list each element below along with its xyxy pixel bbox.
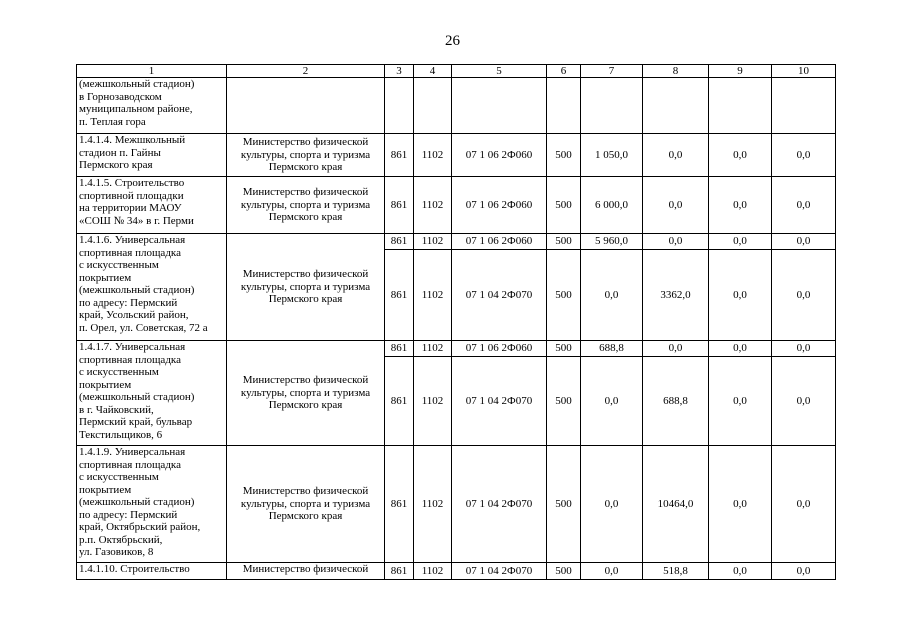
value-cell-col10: 0,0: [772, 446, 836, 563]
table-header-row: [77, 65, 836, 78]
value-cell-col6: 500: [547, 563, 581, 580]
value-cell-col10: 0,0: [772, 341, 836, 357]
value-cell-col5: 07 1 06 2Ф060: [452, 341, 547, 357]
value-cell-col9: 0,0: [709, 134, 772, 177]
value-cell-col4: 1102: [414, 134, 452, 177]
value-cell-col10: 0,0: [772, 134, 836, 177]
value-cell-col8: 0,0: [643, 234, 709, 250]
value-cell-col9: 0,0: [709, 177, 772, 234]
value-cell-col9: [709, 78, 772, 134]
table-row: [77, 177, 836, 234]
value-cell-col3: [385, 78, 414, 134]
value-cell-col3: 861: [385, 446, 414, 563]
column-header: 8: [643, 65, 709, 78]
value-cell-col8: 688,8: [643, 357, 709, 446]
organization-cell: Министерство физической культуры, спорта и туризма Пермского края: [227, 234, 385, 341]
value-cell-col5: 07 1 06 2Ф060: [452, 177, 547, 234]
value-cell-col4: 1102: [414, 177, 452, 234]
table-row: [77, 78, 836, 134]
value-cell-col8: 10464,0: [643, 446, 709, 563]
table-row: [77, 234, 836, 250]
value-cell-col4: 1102: [414, 357, 452, 446]
value-cell-col9: 0,0: [709, 234, 772, 250]
value-cell-col6: 500: [547, 177, 581, 234]
value-cell-col3: 861: [385, 250, 414, 341]
column-header: 3: [385, 65, 414, 78]
value-cell-col10: [772, 78, 836, 134]
value-cell-col5: 07 1 06 2Ф060: [452, 234, 547, 250]
value-cell-col4: 1102: [414, 446, 452, 563]
value-cell-col3: 861: [385, 357, 414, 446]
value-cell-col7: 0,0: [581, 250, 643, 341]
value-cell-col8: [643, 78, 709, 134]
organization-cell: Министерство физической культуры, спорта и туризма Пермского края: [227, 341, 385, 446]
organization-cell: Министерство физической культуры, спорта и туризма Пермского края: [227, 177, 385, 234]
column-header: 9: [709, 65, 772, 78]
value-cell-col7: [581, 78, 643, 134]
value-cell-col10: 0,0: [772, 250, 836, 341]
value-cell-col6: 500: [547, 134, 581, 177]
value-cell-col5: [452, 78, 547, 134]
value-cell-col4: 1102: [414, 341, 452, 357]
value-cell-col4: 1102: [414, 563, 452, 580]
value-cell-col10: 0,0: [772, 234, 836, 250]
organization-cell: Министерство физической: [227, 563, 385, 580]
value-cell-col7: 0,0: [581, 357, 643, 446]
column-header: 1: [77, 65, 227, 78]
value-cell-col10: 0,0: [772, 563, 836, 580]
value-cell-col7: 6 000,0: [581, 177, 643, 234]
item-name-cell: 1.4.1.10. Строительство: [77, 563, 227, 580]
value-cell-col8: 3362,0: [643, 250, 709, 341]
value-cell-col3: 861: [385, 234, 414, 250]
value-cell-col3: 861: [385, 134, 414, 177]
item-name-cell: 1.4.1.4. Межшкольный стадион п. Гайны Пермского края: [77, 134, 227, 177]
organization-cell: Министерство физической культуры, спорта и туризма Пермского края: [227, 446, 385, 563]
table-row: [77, 134, 836, 177]
value-cell-col8: 518,8: [643, 563, 709, 580]
page-number: 26: [445, 33, 460, 49]
value-cell-col6: 500: [547, 250, 581, 341]
value-cell-col9: 0,0: [709, 563, 772, 580]
value-cell-col4: 1102: [414, 234, 452, 250]
value-cell-col3: 861: [385, 177, 414, 234]
value-cell-col9: 0,0: [709, 446, 772, 563]
item-name-cell: 1.4.1.5. Строительство спортивной площадки на территории МАОУ «СОШ № 34» в г. Перми: [77, 177, 227, 234]
organization-cell: [227, 78, 385, 134]
table-row: [77, 446, 836, 563]
value-cell-col7: 5 960,0: [581, 234, 643, 250]
table-body: [77, 65, 836, 580]
value-cell-col8: 0,0: [643, 177, 709, 234]
item-name-cell: 1.4.1.9. Универсальная спортивная площадка с искусственным покрытием (межшкольный стадион) по адресу: Пермский край, Октябрьский район, р.п. Октябрьский, ул. Газовиков, 8: [77, 446, 227, 563]
value-cell-col5: 07 1 04 2Ф070: [452, 446, 547, 563]
value-cell-col9: 0,0: [709, 341, 772, 357]
value-cell-col6: 500: [547, 234, 581, 250]
column-header: 2: [227, 65, 385, 78]
value-cell-col9: 0,0: [709, 250, 772, 341]
value-cell-col5: 07 1 04 2Ф070: [452, 250, 547, 341]
value-cell-col4: 1102: [414, 250, 452, 341]
organization-cell: Министерство физической культуры, спорта и туризма Пермского края: [227, 134, 385, 177]
value-cell-col4: [414, 78, 452, 134]
value-cell-col3: 861: [385, 563, 414, 580]
table-row: [77, 563, 836, 580]
value-cell-col8: 0,0: [643, 341, 709, 357]
value-cell-col8: 0,0: [643, 134, 709, 177]
value-cell-col5: 07 1 06 2Ф060: [452, 134, 547, 177]
column-header: 4: [414, 65, 452, 78]
value-cell-col5: 07 1 04 2Ф070: [452, 563, 547, 580]
column-header: 7: [581, 65, 643, 78]
column-header: 5: [452, 65, 547, 78]
table-row: [77, 341, 836, 357]
value-cell-col6: [547, 78, 581, 134]
column-header: 10: [772, 65, 836, 78]
item-name-cell: 1.4.1.6. Универсальная спортивная площадка с искусственным покрытием (межшкольный стадион) по адресу: Пермский край, Усольский район, п. Орел, ул. Советская, 72 а: [77, 234, 227, 341]
budget-table: [76, 64, 836, 580]
item-name-cell: 1.4.1.7. Универсальная спортивная площадка с искусственным покрытием (межшкольный стадион) в г. Чайковский, Пермский край, бульвар Текстильщиков, 6: [77, 341, 227, 446]
value-cell-col7: 1 050,0: [581, 134, 643, 177]
value-cell-col7: 688,8: [581, 341, 643, 357]
value-cell-col10: 0,0: [772, 177, 836, 234]
value-cell-col5: 07 1 04 2Ф070: [452, 357, 547, 446]
value-cell-col9: 0,0: [709, 357, 772, 446]
value-cell-col7: 0,0: [581, 446, 643, 563]
value-cell-col10: 0,0: [772, 357, 836, 446]
value-cell-col7: 0,0: [581, 563, 643, 580]
value-cell-col6: 500: [547, 446, 581, 563]
item-name-cell: (межшкольный стадион) в Горнозаводском муниципальном районе, п. Теплая гора: [77, 78, 227, 134]
value-cell-col6: 500: [547, 357, 581, 446]
value-cell-col3: 861: [385, 341, 414, 357]
value-cell-col6: 500: [547, 341, 581, 357]
column-header: 6: [547, 65, 581, 78]
